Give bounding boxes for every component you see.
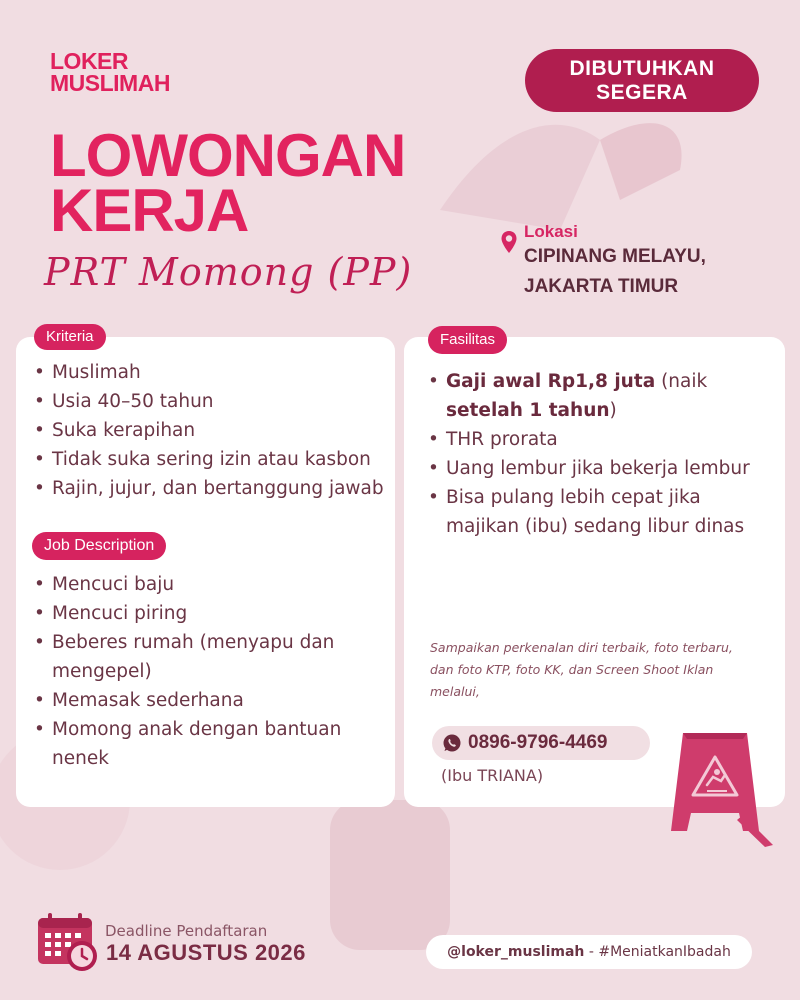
list-item: • THR prorata (428, 425, 750, 454)
list-item: • Usia 40–50 tahun (34, 387, 384, 416)
title-line-2: KERJA (50, 177, 249, 244)
deadline-date: 14 AGUSTUS 2026 (106, 940, 306, 965)
wet-floor-sign-icon (655, 725, 780, 850)
list-item-salary (428, 367, 750, 396)
criteria-list (34, 358, 384, 503)
list-item: • Muslimah (34, 358, 384, 387)
list-item-continuation (428, 396, 750, 425)
list-item: • Beberes rumah (menyapu dan (34, 628, 341, 657)
calendar-clock-icon (36, 912, 100, 974)
badge-line-1: DIBUTUHKAN (569, 56, 715, 80)
contact-name: (Ibu TRIANA) (441, 766, 544, 785)
brand-line-1: LOKER (50, 48, 128, 74)
criteria-label: Kriteria (34, 324, 106, 350)
deadline-label: Deadline Pendaftaran (105, 922, 268, 940)
list-item: • Tidak suka sering izin atau kasbon (34, 445, 384, 474)
facilities-label: Fasilitas (428, 326, 507, 354)
hashtag: #MeniatkanIbadah (598, 944, 731, 960)
list-item: • Mencuci baju (34, 570, 341, 599)
phone-button[interactable] (432, 726, 650, 760)
list-item: • Uang lembur jika bekerja lembur (428, 454, 750, 483)
salary-note: (naik (655, 371, 708, 392)
brand-line-2: MUSLIMAH (50, 70, 170, 96)
page-title (50, 122, 406, 244)
list-item: • Memasak sederhana (34, 686, 341, 715)
facilities-list (428, 367, 750, 541)
list-item: • Rajin, jujur, dan bertanggung jawab (34, 474, 384, 503)
list-item: • Mencuci piring (34, 599, 341, 628)
location-line-1: CIPINANG MELAYU, (524, 246, 706, 267)
whatsapp-icon (442, 733, 462, 753)
social-footer[interactable] (426, 935, 752, 969)
phone-number: 0896-9796-4469 (468, 732, 608, 753)
job-description-list (34, 570, 341, 773)
footer-separator: - (584, 944, 599, 960)
location-pin-icon (500, 230, 518, 254)
list-item: • Suka kerapihan (34, 416, 384, 445)
application-note: Sampaikan perkenalan diri terbaik, foto terbaru, dan foto KTP, foto KK, dan Screen Shoot Iklan melalui, (430, 640, 733, 699)
title-line-1: LOWONGAN (50, 122, 406, 189)
list-item: • Momong anak dengan bantuan (34, 715, 341, 744)
location-line-2: JAKARTA TIMUR (524, 276, 679, 297)
salary-condition: setelah 1 tahun (446, 400, 610, 421)
location-label: Lokasi (524, 222, 578, 241)
brand-logo (50, 50, 170, 94)
list-item: • Bisa pulang lebih cepat jika (428, 483, 750, 512)
list-item-continuation: mengepel) (52, 661, 152, 682)
salary-close: ) (609, 400, 617, 421)
job-subtitle: PRT Momong (PP) (44, 250, 413, 294)
list-item-continuation: nenek (52, 748, 109, 769)
badge-line-2: SEGERA (596, 80, 688, 104)
list-item-continuation: majikan (ibu) sedang libur dinas (446, 516, 745, 537)
salary-amount: Gaji awal Rp1,8 juta (446, 371, 656, 392)
instagram-handle: @loker_muslimah (447, 944, 585, 960)
job-description-label: Job Description (32, 532, 166, 560)
urgent-badge (525, 49, 759, 112)
